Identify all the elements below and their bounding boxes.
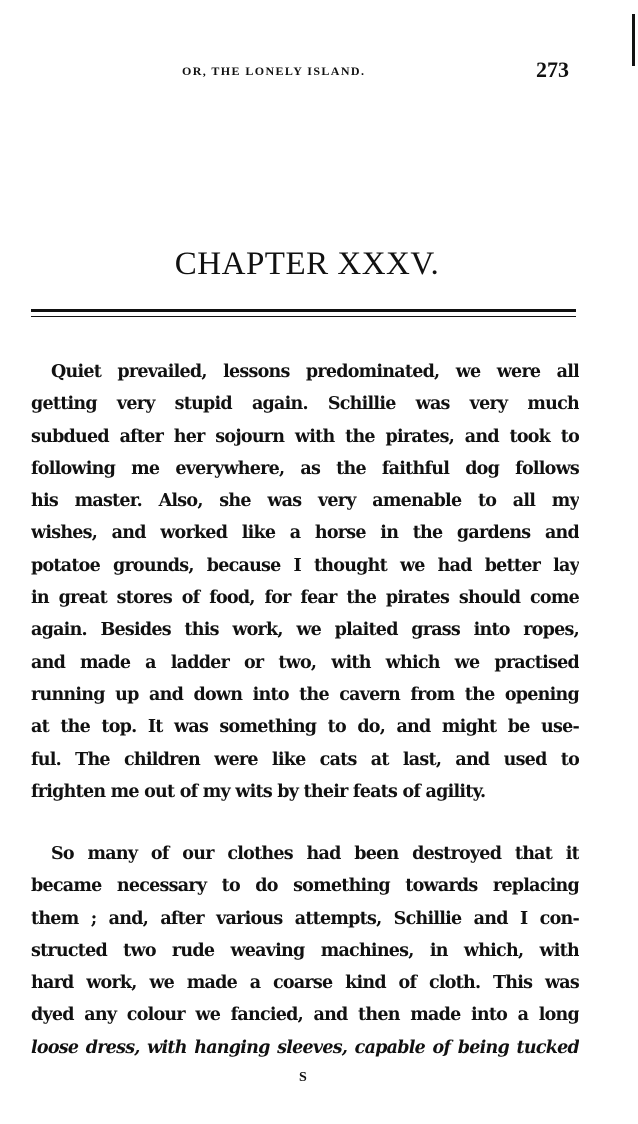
running-head: OR, THE LONELY ISLAND. [182, 64, 366, 78]
chapter-title: CHAPTER XXXV. [174, 246, 440, 283]
chapter-rule-thin [31, 316, 576, 317]
paragraph-line: his master. Also, she was very amenable to all my [31, 491, 579, 512]
paragraph-line: at the top. It was something to do, and might be use- [31, 717, 579, 738]
paragraph-line: structed two rude weaving machines, in which, with [31, 940, 579, 961]
paragraph-line: and made a ladder or two, with which we practised [31, 652, 579, 673]
paragraph-line: getting very stupid again. Schillie was very much [31, 394, 579, 415]
page-edge-mark [632, 14, 635, 66]
chapter-rule-thick [31, 309, 576, 312]
signature-mark: S [299, 1070, 307, 1085]
paragraph-line: potatoe grounds, because I thought we had better lay [31, 555, 579, 576]
paragraph-2 [31, 844, 579, 1070]
paragraph-line: ful. The children were like cats at last, and used to [31, 749, 579, 770]
page-number: 273 [536, 57, 569, 82]
paragraph-line: frighten me out of my wits by their feats of agility. [31, 781, 486, 802]
paragraph-line: them ; and, after various attempts, Schillie and I con- [31, 908, 579, 929]
paragraph-line: running up and down into the cavern from the opening [31, 684, 579, 705]
paragraph-line: So many of our clothes had been destroyed that it [51, 844, 579, 864]
paragraph-line: hard work, we made a coarse kind of cloth. This was [31, 973, 579, 994]
paragraph-line: in great stores of food, for fear the pirates should come [31, 588, 579, 609]
paragraph-line: dyed any colour we fancied, and then made into a long [31, 1005, 579, 1026]
paragraph-line: became necessary to do something towards replacing [31, 876, 579, 897]
paragraph-line: subdued after her sojourn with the pirates, and took to [31, 426, 579, 447]
paragraph-line: following me everywhere, as the faithful dog follows [31, 458, 579, 479]
paragraph-line: wishes, and worked like a horse in the gardens and [31, 523, 579, 544]
paragraph-line: Quiet prevailed, lessons predominated, we were all [51, 362, 579, 382]
paragraph-1 [31, 362, 579, 814]
paragraph-line: loose dress, with hanging sleeves, capable of being tucked [31, 1037, 579, 1058]
paragraph-line: again. Besides this work, we plaited grass into ropes, [31, 620, 579, 641]
